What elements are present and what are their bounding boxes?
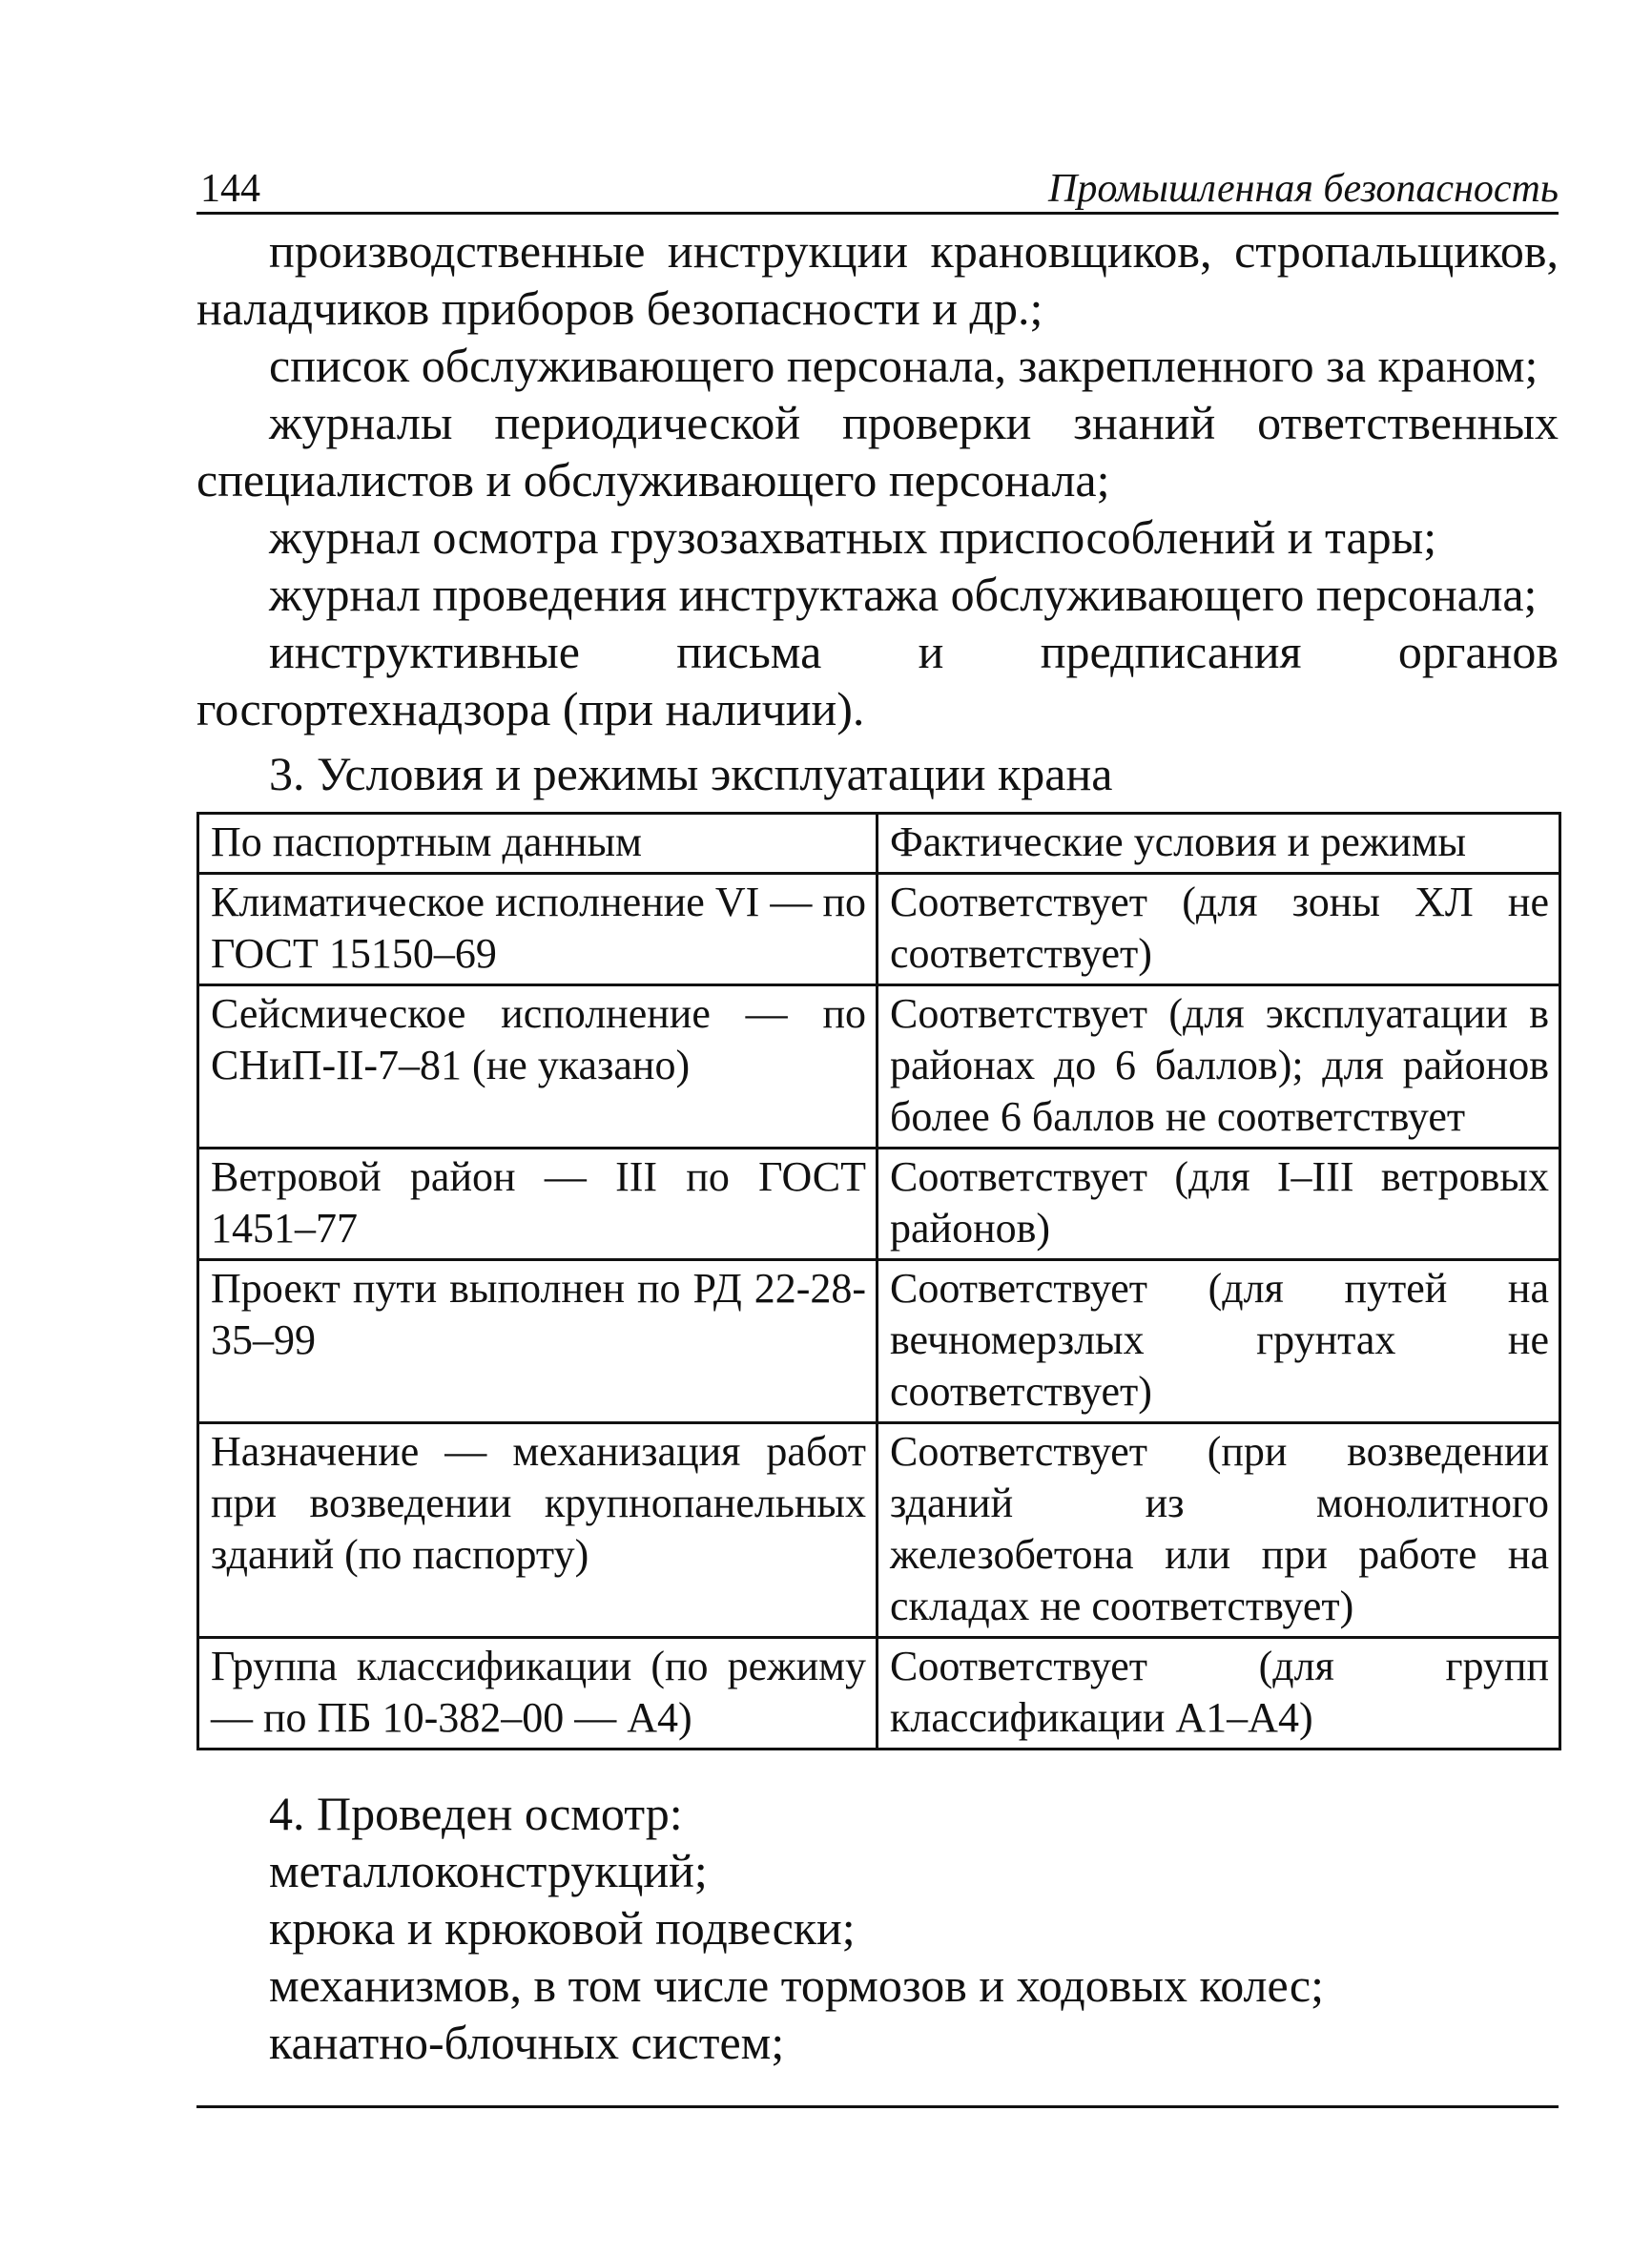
table-cell-actual: Соответствует (для зоны ХЛ не соответствует): [878, 874, 1560, 985]
table-cell-passport: Сейсмическое исполнение — по СНиП-II-7–81 (не указано): [198, 985, 878, 1149]
section-3-heading: 3. Условия и режимы эксплуатации крана: [269, 747, 1113, 800]
page: [196, 153, 1559, 2071]
table-row: [198, 874, 1560, 985]
intro-list: [196, 222, 1559, 737]
list-item: крюка и крюковой подвески;: [269, 1901, 856, 1955]
table-row: [198, 1260, 1560, 1423]
column-header-actual: Фактические условия и режимы: [878, 814, 1560, 874]
table-cell-passport: Группа классификации (по режиму — по ПБ 10-382–00 — А4): [198, 1638, 878, 1750]
running-title: Промышленная безопасность: [1048, 167, 1559, 211]
intro-paragraph: инструктивные письма и предписания органов госгортехнадзора (при наличии).: [196, 625, 1559, 735]
table-cell-passport: Назначение — механизация работ при возведении крупнопанельных зданий (по паспорту): [198, 1423, 878, 1638]
section-4-heading: 4. Проведен осмотр:: [269, 1787, 683, 1840]
list-item: канатно-блочных систем;: [269, 2016, 785, 2069]
table-row: [198, 985, 1560, 1149]
list-item: механизмов, в том числе тормозов и ходовых колес;: [269, 1958, 1325, 2012]
table-cell-actual: Соответствует (для I–III ветровых районов): [878, 1149, 1560, 1260]
list-item: металлоконструкций;: [269, 1844, 708, 1897]
table-cell-actual: Соответствует (для эксплуатации в районах до 6 баллов); для районов более 6 баллов не соответствует: [878, 985, 1560, 1149]
table-cell-passport: Проект пути выполнен по РД 22-28-35–99: [198, 1260, 878, 1423]
column-header-passport: По паспортным данным: [198, 814, 878, 874]
footer-rule: [196, 2105, 1559, 2108]
table-row: [198, 1423, 1560, 1638]
running-header: [196, 153, 1559, 215]
intro-paragraph: журнал проведения инструктажа обслуживающего персонала;: [269, 568, 1538, 621]
table-cell-actual: Соответствует (при возведении зданий из монолитного железобетона или при работе на складах не соответствует): [878, 1423, 1560, 1638]
table-row: [198, 1149, 1560, 1260]
table-cell-actual: Соответствует (для групп классификации А1–А4): [878, 1638, 1560, 1750]
intro-paragraph: журналы периодической проверки знаний ответственных специалистов и обслуживающего персонала;: [196, 396, 1559, 507]
intro-paragraph: журнал осмотра грузозахватных приспособлений и тары;: [269, 510, 1437, 564]
page-number: 144: [200, 167, 260, 211]
intro-paragraph: производственные инструкции крановщиков, стропальщиков, наладчиков приборов безопасности и др.;: [196, 224, 1559, 335]
table-cell-passport: Климатическое исполнение VI — по ГОСТ 15150–69: [198, 874, 878, 985]
table-cell-actual: Соответствует (для путей на вечномерзлых грунтах не соответствует): [878, 1260, 1560, 1423]
table-cell-passport: Ветровой район — III по ГОСТ 1451–77: [198, 1149, 878, 1260]
inspection-list: [196, 1785, 1559, 2071]
conditions-table: [196, 812, 1561, 1750]
table-row: [198, 1638, 1560, 1750]
table-header-row: [198, 814, 1560, 874]
intro-paragraph: список обслуживающего персонала, закрепленного за краном;: [269, 339, 1538, 392]
